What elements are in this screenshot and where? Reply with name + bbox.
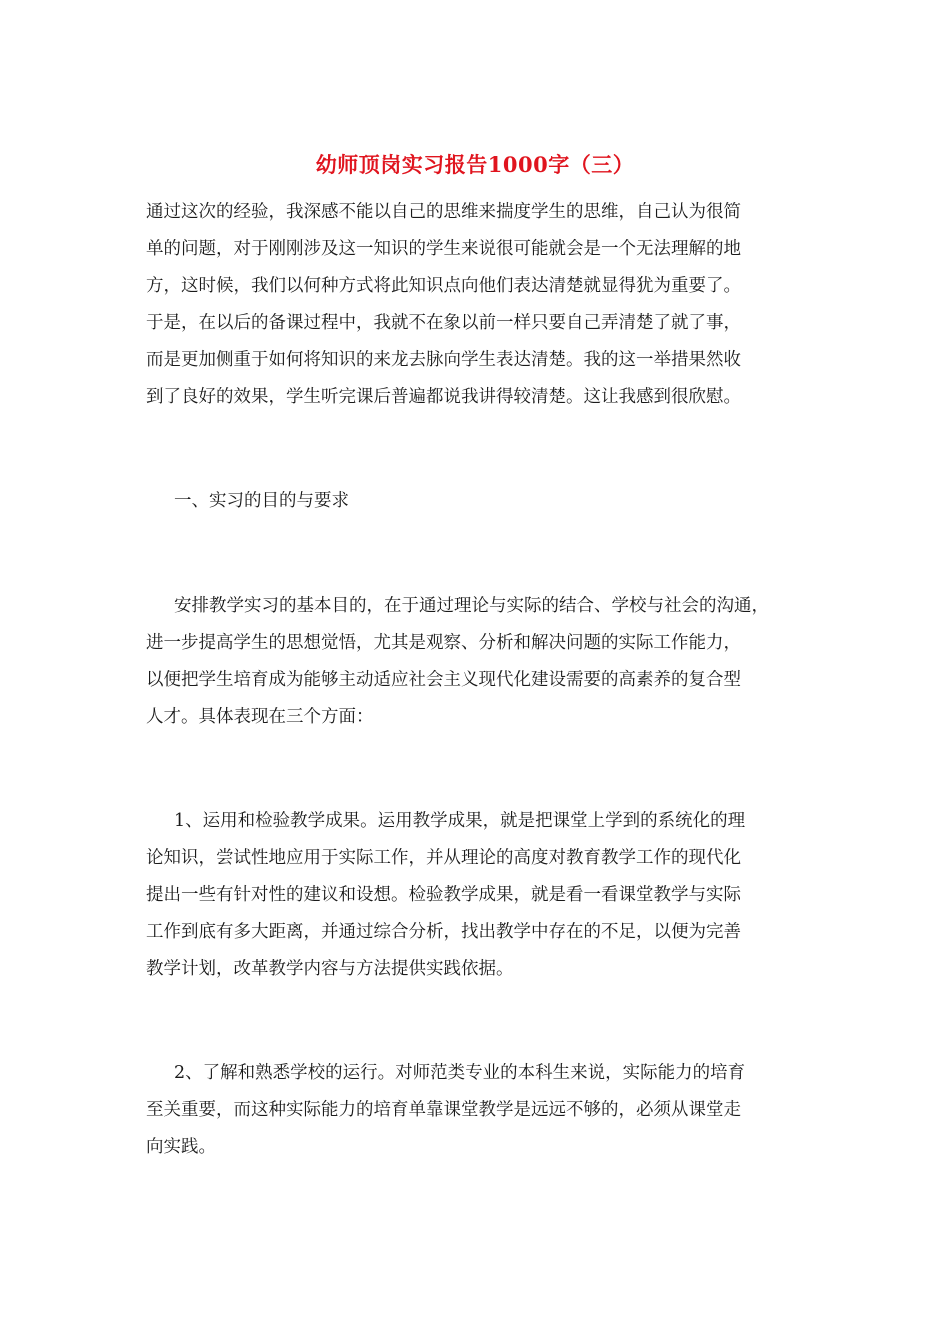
intro-line: 单的问题，对于刚刚涉及这一知识的学生来说很可能就会是一个无法理解的地 [146,239,741,259]
intro-line: 于是，在以后的备课过程中，我就不在象以前一样只要自己弄清楚了就了事， [146,313,741,333]
purpose-line: 以便把学生培育成为能够主动适应社会主义现代化建设需要的高素养的复合型 [146,670,741,690]
purpose-line: 进一步提高学生的思想觉悟，尤其是观察、分析和解决问题的实际工作能力， [146,633,741,653]
purpose-line: 人才。具体表现在三个方面： [146,707,374,727]
point2-line: 至关重要，而这种实际能力的培育单靠课堂教学是远远不够的，必须从课堂走 [146,1100,741,1120]
purpose-line: 安排教学实习的基本目的，在于通过理论与实际的结合、学校与社会的沟通， [174,596,769,616]
point2-line: 向实践。 [146,1137,216,1157]
document-title: 幼师顶岗实习报告1000字（三） [315,152,635,177]
intro-line: 到了良好的效果，学生听完课后普遍都说我讲得较清楚。这让我感到很欣慰。 [146,387,741,407]
intro-line: 而是更加侧重于如何将知识的来龙去脉向学生表达清楚。我的这一举措果然收 [146,350,741,370]
point1-line: 教学计划，改革教学内容与方法提供实践依据。 [146,959,514,979]
point1-line: 工作到底有多大距离，并通过综合分析，找出教学中存在的不足，以便为完善 [146,922,741,942]
intro-line: 通过这次的经验，我深感不能以自己的思维来揣度学生的思维，自己认为很简 [146,202,741,222]
point1-line: 论知识，尝试性地应用于实际工作，并从理论的高度对教育教学工作的现代化 [146,848,741,868]
intro-line: 方，这时候，我们以何种方式将此知识点向他们表达清楚就显得犹为重要了。 [146,276,741,296]
point1-line: 提出一些有针对性的建议和设想。检验教学成果，就是看一看课堂教学与实际 [146,885,741,905]
point2-line: 2、了解和熟悉学校的运行。对师范类专业的本科生来说，实际能力的培育 [174,1063,746,1083]
point1-line: 1、运用和检验教学成果。运用教学成果，就是把课堂上学到的系统化的理 [174,811,746,831]
section-heading: 一、实习的目的与要求 [174,491,349,511]
